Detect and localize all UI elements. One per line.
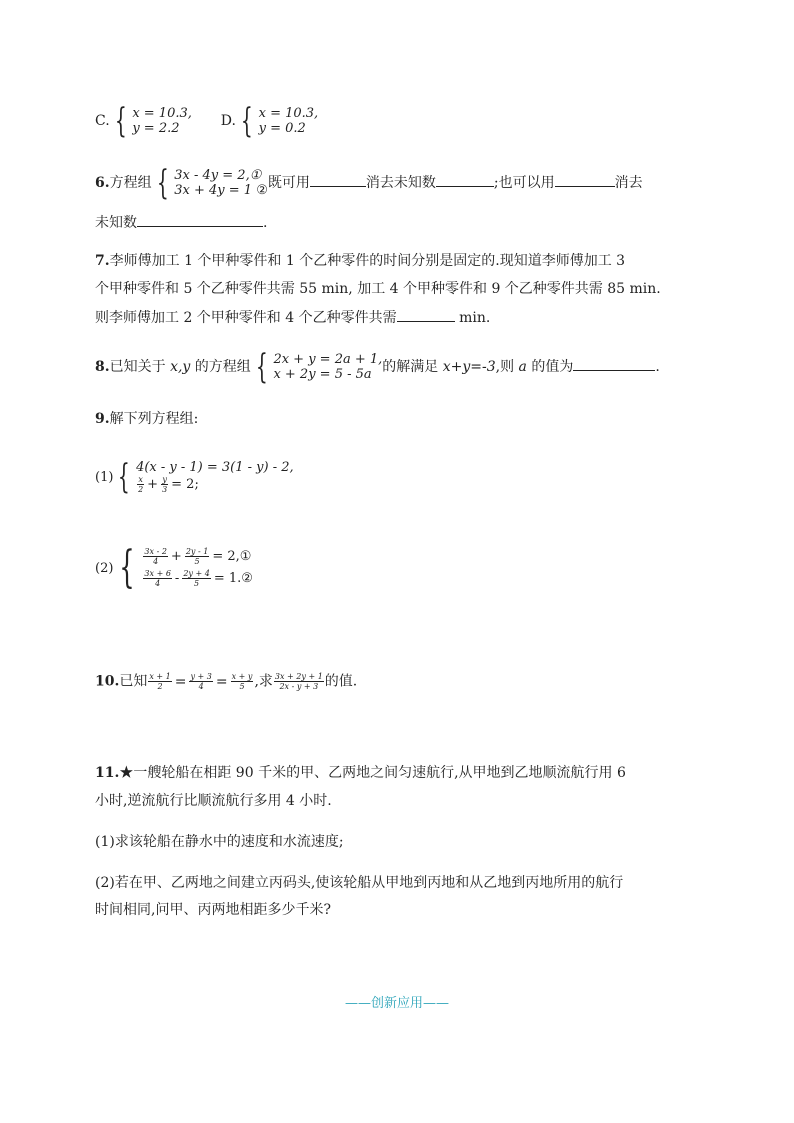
question-8-condition: x+y=-3 — [442, 359, 496, 375]
question-10-text2: ,求 — [254, 673, 273, 690]
question-11-text2: 小时,逆流航行比顺流航行多用 4 小时. — [95, 793, 332, 809]
part-2-row1: $\frac{3x - 2}{4}$ + $\frac{2y - 1}{5}$ = 2,① — [144, 547, 252, 566]
frac-b-denominator: 4 — [198, 682, 204, 691]
question-7-unit: min. — [459, 310, 491, 326]
question-6-line2 — [95, 212, 267, 232]
option-c-row2: y = 2.2 — [132, 121, 180, 136]
question-8-text4: ,则 — [495, 359, 519, 375]
section-title: ——创新应用—— — [344, 996, 449, 1011]
option-c-label: C. — [95, 113, 110, 129]
question-8-number: 8. — [95, 359, 110, 375]
question-7-number: 7. — [95, 253, 110, 269]
question-11-number: 11. — [95, 765, 120, 781]
question-8-var-a: a — [518, 359, 527, 375]
question-11-part1 — [95, 833, 344, 851]
option-c-row1: x = 10.3, — [132, 106, 192, 121]
question-6-text5: 未知数 — [95, 215, 137, 231]
frac-c-denominator: 5 — [239, 682, 245, 691]
question-7-line1 — [95, 252, 625, 270]
question-6-line1 — [95, 163, 643, 203]
question-6-row2: 3x + 4y = 1 ② — [174, 183, 268, 198]
question-9-number: 9. — [95, 411, 110, 427]
part-1-row2: $\frac{x}{2}$ + $\frac{y}{3}$ = 2; — [138, 475, 199, 494]
answer-blank-4[interactable] — [137, 212, 263, 227]
question-8-text2: 的方程组 — [190, 359, 251, 375]
question-8-text1: 已知关于 — [109, 359, 171, 375]
question-7-line3 — [95, 307, 490, 327]
question-11-part2-line2 — [95, 901, 331, 919]
question-7-line2 — [95, 280, 661, 298]
answer-blank-1[interactable] — [310, 172, 366, 187]
option-row — [95, 101, 319, 141]
frac-c-numerator: x + y — [231, 672, 253, 681]
question-6-text3: ;也可以用 — [493, 175, 555, 191]
question-9-part2 — [95, 542, 255, 593]
question-7-text3: 则李师傅加工 2 个甲种零件和 4 个乙种零件共需 — [95, 310, 397, 326]
frac-e-denominator: 2x - y + 3 — [279, 682, 319, 691]
option-d-row1: x = 10.3, — [258, 106, 319, 121]
question-8-text3: 的解满足 — [382, 359, 443, 375]
question-11-part2-line1 — [95, 874, 623, 892]
question-8-line — [95, 347, 660, 387]
question-6-text4: 消去 — [614, 175, 643, 191]
question-8-text6: . — [655, 359, 660, 375]
answer-blank-6[interactable] — [573, 356, 655, 371]
part-1-row1: 4(x - y - 1) = 3(1 - y) - 2, — [136, 460, 294, 475]
question-6-text2: 消去未知数 — [365, 175, 436, 191]
question-6-number: 6. — [95, 175, 110, 191]
part-2-system: { $\frac{3x - 2}{4}$ + $\frac{2y - 1}{5}$ = 2,① $\frac{3x + 6}{4}$ - $\frac{2y + 4}{5}$ = 1.② — [119, 542, 253, 593]
question-11-text1: 一艘轮船在相距 90 千米的甲、乙两地之间匀速航行,从甲地到乙地顺流航行用 6 — [133, 765, 626, 781]
question-11-part2-text2: 时间相同,问甲、丙两地相距多少千米? — [95, 902, 331, 918]
question-8-row2: x + 2y = 5 - 5a — [273, 367, 372, 382]
question-6-row1: 3x - 4y = 2,① — [174, 168, 262, 183]
option-c-system: { x = 10.3, y = 2.2 — [114, 101, 192, 141]
question-9-line — [95, 410, 198, 428]
question-7-text1: 李师傅加工 1 个甲种零件和 1 个乙种零件的时间分别是固定的.现知道李师傅加工 3 — [109, 253, 626, 269]
question-11-line1 — [95, 764, 626, 782]
question-11-part2-text1: (2)若在甲、乙两地之间建立丙码头,使该轮船从甲地到丙地和从乙地到丙地所用的航行 — [95, 875, 624, 891]
question-7-text2: 个甲种零件和 5 个乙种零件共需 55 min, 加工 4 个甲种零件和 9 个乙种零件共需 85 min. — [95, 281, 661, 297]
frac-b-numerator: y + 3 — [190, 672, 212, 681]
question-10-text1: 已知 — [119, 673, 148, 690]
frac-a-numerator: x + 1 — [149, 672, 171, 681]
answer-blank-2[interactable] — [436, 172, 494, 187]
question-8-system: { 2x + y = 2a + 1, x + 2y = 5 - 5a — [255, 347, 383, 387]
question-9-text: 解下列方程组: — [109, 411, 199, 427]
question-11-part1-text: (1)求该轮船在静水中的速度和水流速度; — [95, 834, 344, 850]
part-2-label: (2) — [95, 561, 114, 576]
question-11-line2 — [95, 792, 332, 810]
question-6-lead: 方程组 — [109, 175, 152, 191]
star-icon: ★ — [119, 765, 134, 781]
option-d-system: { x = 10.3, y = 0.2 — [240, 101, 319, 141]
question-8-text5: 的值为 — [526, 359, 574, 375]
question-9-part1 — [95, 457, 294, 497]
question-10-text3: 的值. — [324, 673, 358, 690]
question-6-system: { 3x - 4y = 2,① 3x + 4y = 1 ② — [156, 163, 268, 203]
part-1-system: { 4(x - y - 1) = 3(1 - y) - 2, $\frac{x}{2}$ + $\frac{y}{3}$ = 2; — [118, 457, 294, 497]
question-6-text6: . — [263, 215, 268, 231]
question-6-text1: 既可用 — [267, 175, 310, 191]
option-d-label: D. — [220, 113, 236, 129]
part-1-label: (1) — [95, 470, 114, 485]
question-8-row1: 2x + y = 2a + 1, — [273, 352, 383, 367]
question-10-number: 10. — [95, 673, 120, 690]
question-8-vars: x,y — [170, 359, 191, 375]
answer-blank-3[interactable] — [555, 172, 615, 187]
frac-e-numerator: 3x + 2y + 1 — [274, 672, 323, 681]
option-d-row2: y = 0.2 — [258, 121, 306, 136]
part-2-row2: $\frac{3x + 6}{4}$ - $\frac{2y + 4}{5}$ = 1.② — [144, 569, 253, 588]
answer-blank-5[interactable] — [397, 307, 455, 322]
question-10-line: 10.已知 $\frac{x + 1}{2}$ = $\frac{y + 3}{4}$ = $\frac{x + y}{5}$ ,求 $\frac{3x + 2y + 1}{2x - y + 3}$ 的值. — [95, 672, 358, 691]
frac-a-denominator: 2 — [157, 682, 163, 691]
